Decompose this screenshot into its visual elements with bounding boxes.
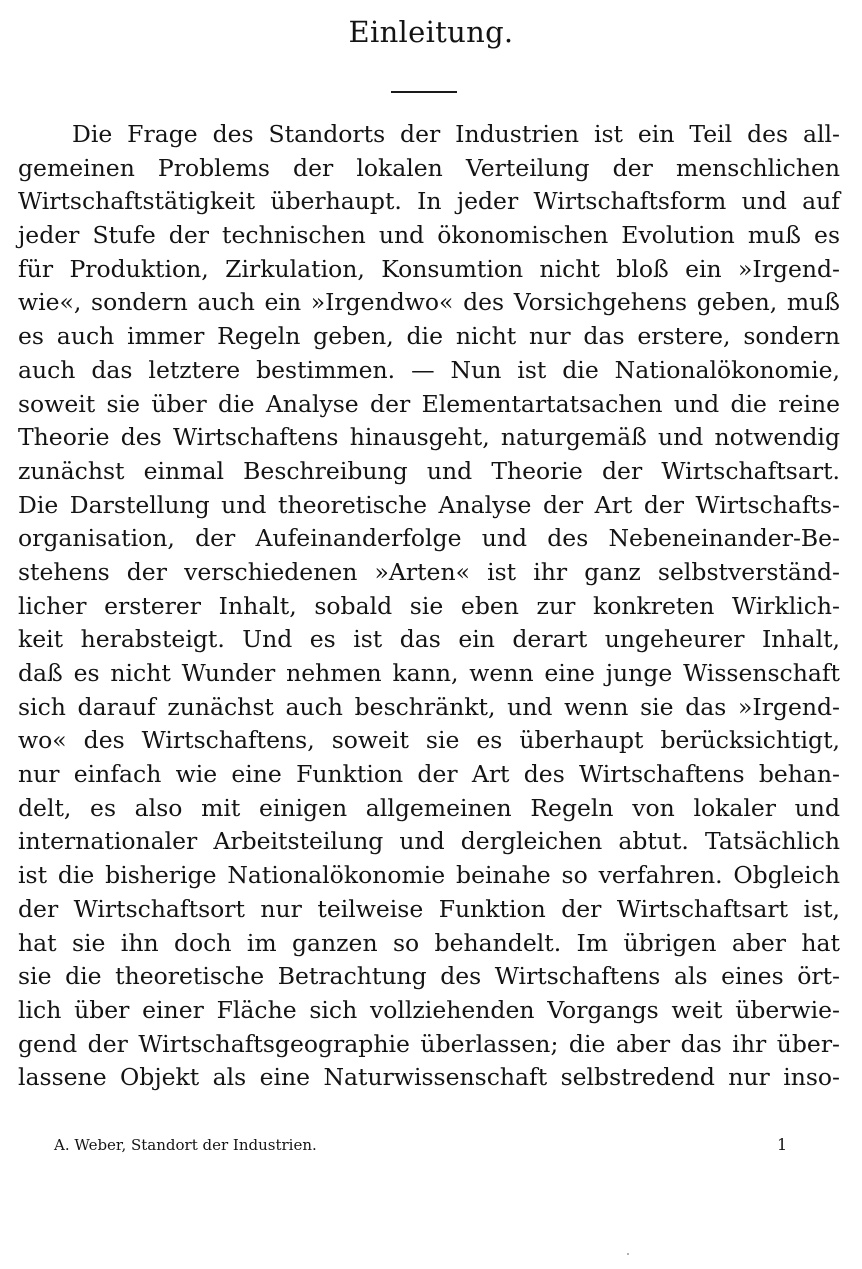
text-line: stehens der verschiedenen »Arten« ist ihr ganz selbstverständ- [18,557,840,586]
text-line: Die Frage des Standorts der Industrien ist ein Teil des all- [72,120,840,148]
text-line: internationaler Arbeitsteilung und dergleichen abtut. Tatsächlich [18,827,840,856]
text-line: daß es nicht Wunder nehmen kann, wenn eine junge Wissenschaft [18,659,840,687]
text-line: für Produktion, Zirkulation, Konsumtion nicht bloß ein »Irgend- [18,254,840,283]
footer-signature-mark: 1 [777,1135,788,1154]
text-line: Die Darstellung und theoretische Analyse der Art der Wirtschafts- [18,490,840,519]
heading-rule [391,91,457,93]
text-line: sie die theoretische Betrachtung des Wirtschaftens als eines ört- [18,962,840,991]
text-line: der Wirtschaftsort nur teilweise Funktion der Wirtschaftsart ist, [18,894,840,923]
text-line: sich darauf zunächst auch beschränkt, und wenn sie das »Irgend- [18,692,840,721]
text-line: gend der Wirtschaftsgeographie überlassen; die aber das ihr über- [18,1029,840,1058]
text-line: auch das letztere bestimmen. — Nun ist die Nationalökonomie, [18,355,840,384]
text-line: licher ersterer Inhalt, sobald sie eben zur konkreten Wirklich- [18,591,840,620]
text-line: zunächst einmal Beschreibung und Theorie der Wirtschaftsart. [18,456,840,485]
body-paragraph [18,118,840,1095]
text-line: Wirtschaftstätigkeit überhaupt. In jeder Wirtschaftsform und auf [18,187,840,216]
chapter-heading: Einleitung. [348,15,514,49]
text-line: gemeinen Problems der lokalen Verteilung der menschlichen [18,153,840,182]
page-footer [0,1133,862,1157]
text-line: soweit sie über die Analyse der Elementartatsachen und die reine [18,389,840,418]
text-line: ist die bisherige Nationalökonomie beinahe so verfahren. Obgleich [18,861,840,890]
text-line: lassene Objekt als eine Naturwissenschaft selbstredend nur inso- [18,1063,840,1092]
text-line: wo« des Wirtschaftens, soweit sie es überhaupt berücksichtigt, [18,726,840,755]
text-line: delt, es also mit einigen allgemeinen Regeln von lokaler und [18,793,840,822]
text-line: keit herabsteigt. Und es ist das ein derart ungeheurer Inhalt, [18,625,840,654]
text-line: hat sie ihn doch im ganzen so behandelt. Im übrigen aber hat [18,928,840,957]
text-line: jeder Stufe der technischen und ökonomischen Evolution muß es [18,221,840,250]
text-line: wie«, sondern auch ein »Irgendwo« des Vorsichgehens geben, muß [18,288,840,317]
footer-running-title: A. Weber, Standort der Industrien. [54,1136,317,1154]
text-line: organisation, der Aufeinanderfolge und des Nebeneinander-Be- [18,524,840,553]
paper-speck [627,1253,629,1255]
text-line: nur einfach wie eine Funktion der Art des Wirtschaftens behan- [18,760,840,789]
text-line: lich über einer Fläche sich vollziehenden Vorgangs weit überwie- [18,995,840,1024]
text-line: Theorie des Wirtschaftens hinausgeht, naturgemäß und notwendig [18,423,840,452]
text-line: es auch immer Regeln geben, die nicht nur das erstere, sondern [18,322,840,351]
